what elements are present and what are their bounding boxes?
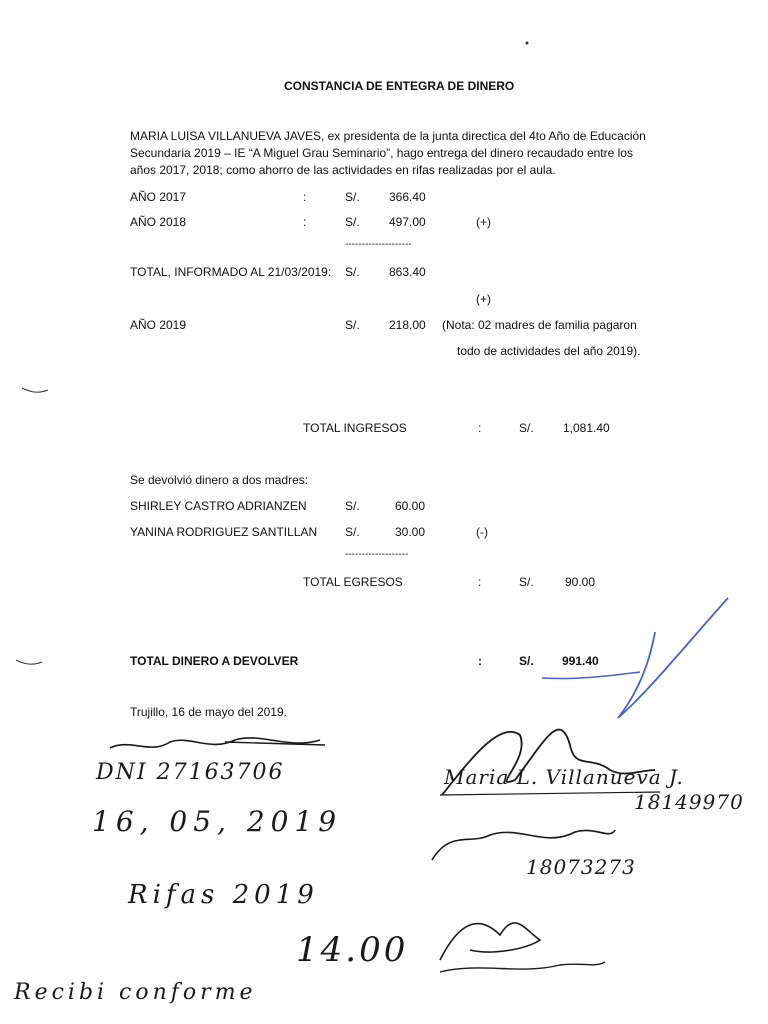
total-informado-currency: S/. — [345, 265, 360, 279]
handwritten-signature-name: Maria L. Villanueva J. — [444, 765, 684, 789]
row-2017-currency: S/. — [345, 190, 360, 204]
row-2019-currency: S/. — [345, 318, 360, 332]
document-title: CONSTANCIA DE ENTEGRA DE DINERO — [284, 79, 515, 93]
handwritten-dni: DNI 27163706 — [96, 760, 285, 785]
row-2018-label: AÑO 2018 — [130, 215, 187, 229]
total-ingresos-label: TOTAL INGRESOS — [303, 421, 407, 435]
stray-dot — [526, 42, 529, 45]
main-signature — [442, 730, 655, 795]
row-2017-colon: : — [303, 190, 307, 204]
shirley-amount: 60.00 — [395, 499, 426, 513]
total-ingresos-currency: S/. — [519, 421, 534, 435]
stray-mark-left-2 — [16, 660, 42, 664]
yanina-label: YANINA RODRIGUEZ SANTILLAN — [130, 525, 318, 539]
row-2018-operator: (+) — [476, 215, 491, 229]
handwritten-rifas: Rifas 2019 — [128, 880, 319, 910]
separator-line-2: ------------------- — [345, 549, 409, 560]
row-2017-label: AÑO 2017 — [130, 190, 187, 204]
bottom-signature — [440, 923, 540, 960]
stray-mark-left-1 — [22, 388, 48, 392]
row-2019-amount: 218.00 — [389, 318, 426, 332]
row-2018-amount: 497.00 — [389, 215, 426, 229]
handwritten-amount: 14.00 — [296, 930, 409, 970]
total-informado-label: TOTAL, INFORMADO AL 21/03/2019: — [130, 265, 332, 279]
blue-checkmark — [618, 598, 728, 718]
total-ingresos-colon: : — [478, 421, 482, 435]
total-egresos-currency: S/. — [519, 575, 534, 589]
total-egresos-colon: : — [478, 575, 482, 589]
main-signature-underline — [440, 792, 660, 795]
row-2018-currency: S/. — [345, 215, 360, 229]
bottom-signature-underline — [440, 962, 605, 972]
shirley-currency: S/. — [345, 499, 360, 513]
left-name-scribble — [110, 738, 320, 748]
total-devolver-colon: : — [478, 654, 482, 668]
intro-paragraph: MARIA LUISA VILLANUEVA JAVES, ex presidenta de la junta directica del 4to Año de Educación Secundaria 2019 – IE “A Miguel Grau Seminario”, hago entrega del dinero recaudado entre los años 2017, 2018; como ahorro de las actividades en rifas realizadas por el aula. — [130, 129, 646, 177]
total-egresos-amount: 90.00 — [565, 575, 596, 589]
yanina-operator: (-) — [476, 525, 488, 539]
total-devolver-label: TOTAL DINERO A DEVOLVER — [130, 654, 299, 668]
total-egresos-label: TOTAL EGRESOS — [303, 575, 403, 589]
row-2019-note-line1: (Nota: 02 madres de familia pagaron — [442, 318, 637, 332]
total-ingresos-amount: 1,081.40 — [563, 421, 610, 435]
row-2017-amount: 366.40 — [389, 190, 426, 204]
total-devolver-currency: S/. — [519, 654, 534, 668]
plus-operator-2: (+) — [476, 292, 491, 306]
yanina-currency: S/. — [345, 525, 360, 539]
handwritten-number-2: 18073273 — [526, 855, 636, 879]
second-signature — [432, 830, 615, 860]
total-informado-amount: 863.40 — [389, 265, 426, 279]
row-2019-label: AÑO 2019 — [130, 318, 187, 332]
date-line: Trujillo, 16 de mayo del 2019. — [130, 705, 287, 719]
row-2018-colon: : — [303, 215, 307, 229]
handwritten-date: 16, 05, 2019 — [92, 805, 343, 838]
total-devolver-amount: 991.40 — [562, 654, 599, 668]
row-2019-note-line2: todo de actividades del año 2019). — [457, 344, 641, 358]
blue-underline-mark — [542, 672, 640, 679]
yanina-amount: 30.00 — [395, 525, 426, 539]
handwritten-recibi-conforme: Recibi conforme — [14, 980, 257, 1005]
shirley-label: SHIRLEY CASTRO ADRIANZEN — [130, 499, 307, 513]
handwritten-number-1: 18149970 — [634, 790, 744, 814]
separator-line-1: -------------------- — [345, 239, 412, 250]
devolvio-heading: Se devolvió dinero a dos madres: — [130, 473, 309, 487]
